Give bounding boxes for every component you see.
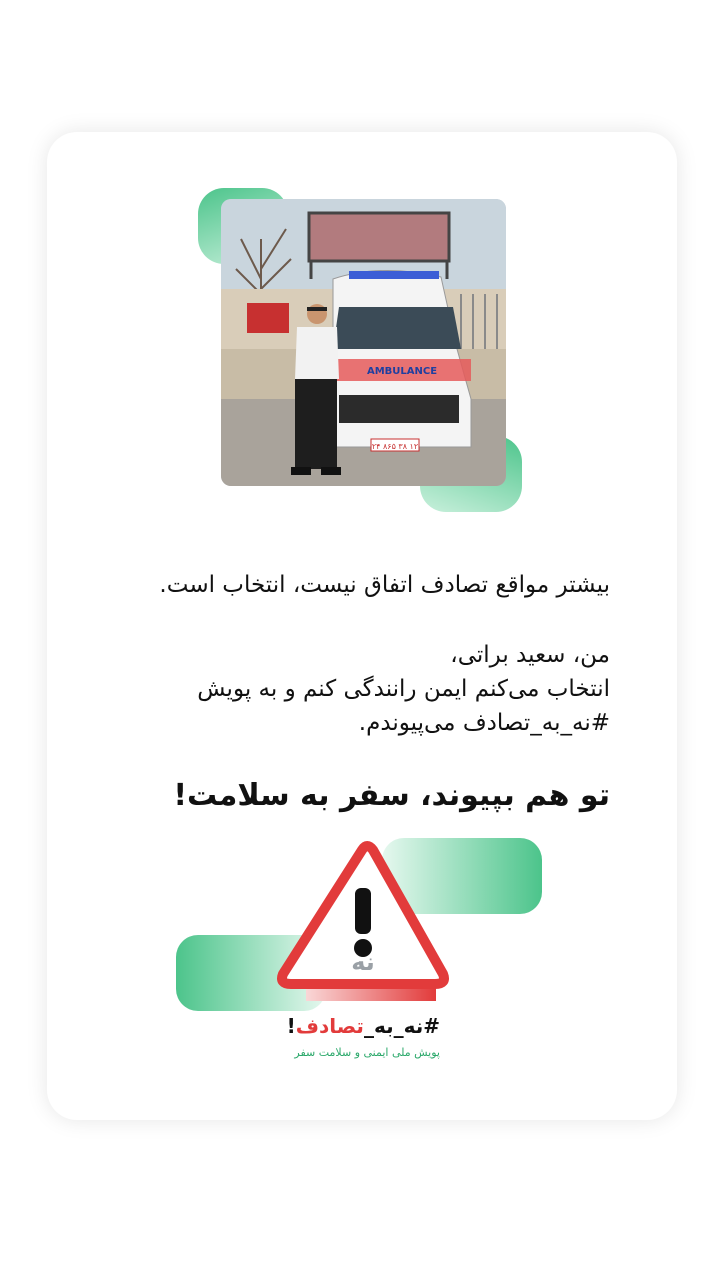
call-to-action: تو هم بپیوند، سفر به سلامت! (173, 778, 610, 813)
pledge-line-1: من، سعید براتی، (450, 642, 610, 668)
hashtag-accent: تصادف (295, 1014, 364, 1038)
pledge-line-3: #نه_به_تصادف می‌پیوندم. (358, 710, 610, 736)
hashtag-main: #نه_به_ (363, 1014, 440, 1038)
pledge-paragraph (120, 638, 610, 740)
logo-badge-text: نه (351, 948, 375, 976)
campaign-hashtag (200, 1014, 440, 1038)
ambulance-photo (221, 199, 506, 486)
campaign-slogan: پویش ملی ایمنی و سلامت سفر (294, 1046, 440, 1059)
license-plate: ۲۴ ۸۶۵ ۳۸ ۱۲ (371, 442, 419, 451)
warning-triangle-icon (275, 838, 450, 998)
intro-sentence: بیشتر مواقع تصادف اتفاق نیست، انتخاب است. (159, 572, 610, 598)
hashtag-end: ! (286, 1014, 296, 1038)
pledge-line-2: انتخاب می‌کنم ایمن رانندگی کنم و به پویش (197, 676, 610, 702)
vehicle-label: AMBULANCE (366, 366, 438, 377)
